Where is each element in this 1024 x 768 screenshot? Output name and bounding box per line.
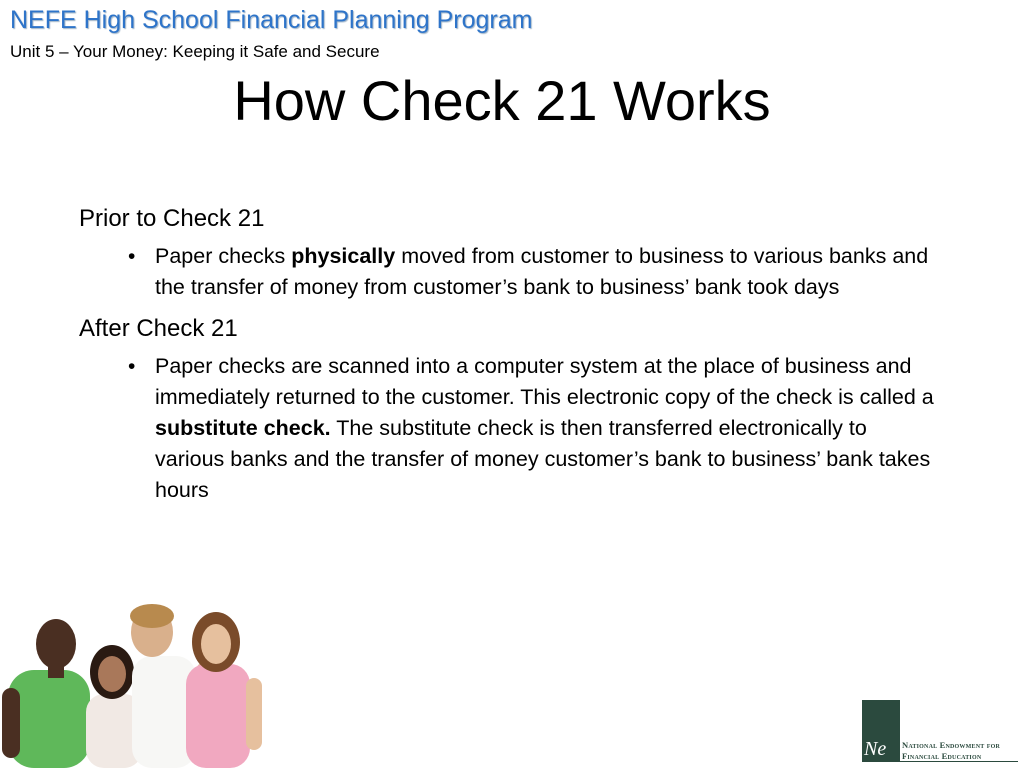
bullet-text: Paper checks are scanned into a computer system at the place of business and immediately returned to the customer. This electronic copy of the check is called a <box>155 354 934 409</box>
bullet-dot-icon: • <box>128 245 136 268</box>
bullet-prior <box>128 241 935 303</box>
unit-subtitle: Unit 5 – Your Money: Keeping it Safe and Secure <box>10 42 380 61</box>
slide-title: How Check 21 Works <box>233 69 771 132</box>
bullet-emphasis: physically <box>291 244 396 268</box>
students-group-photo <box>0 598 270 768</box>
bullet-text: The substitute check is then transferred electronically to various banks and the transfer of money customer’s bank to business’ bank takes hours <box>155 416 931 502</box>
logo-mark-text: Ne <box>864 738 887 760</box>
student-figure <box>186 612 262 768</box>
program-title: NEFE High School Financial Planning Program <box>10 6 533 34</box>
section-heading-after: After Check 21 <box>79 315 238 342</box>
logo-divider <box>862 761 1018 762</box>
bullet-dot-icon: • <box>128 355 136 378</box>
logo-line-2: Financial Education <box>902 751 982 761</box>
bullet-text: Paper checks <box>155 244 292 268</box>
bullet-emphasis: substitute check. <box>155 416 331 440</box>
slide-body <box>79 203 939 516</box>
student-figure <box>2 619 90 768</box>
section-heading-prior: Prior to Check 21 <box>79 205 265 232</box>
logo-wordmark <box>902 740 1000 762</box>
bullet-text: moved from customer to business to various banks and the transfer of money from customer’s bank to business’ bank took days <box>155 244 929 299</box>
logo-line-1: National Endowment for <box>902 740 1001 750</box>
bullet-after <box>128 351 935 506</box>
nefe-logo <box>862 700 1018 766</box>
